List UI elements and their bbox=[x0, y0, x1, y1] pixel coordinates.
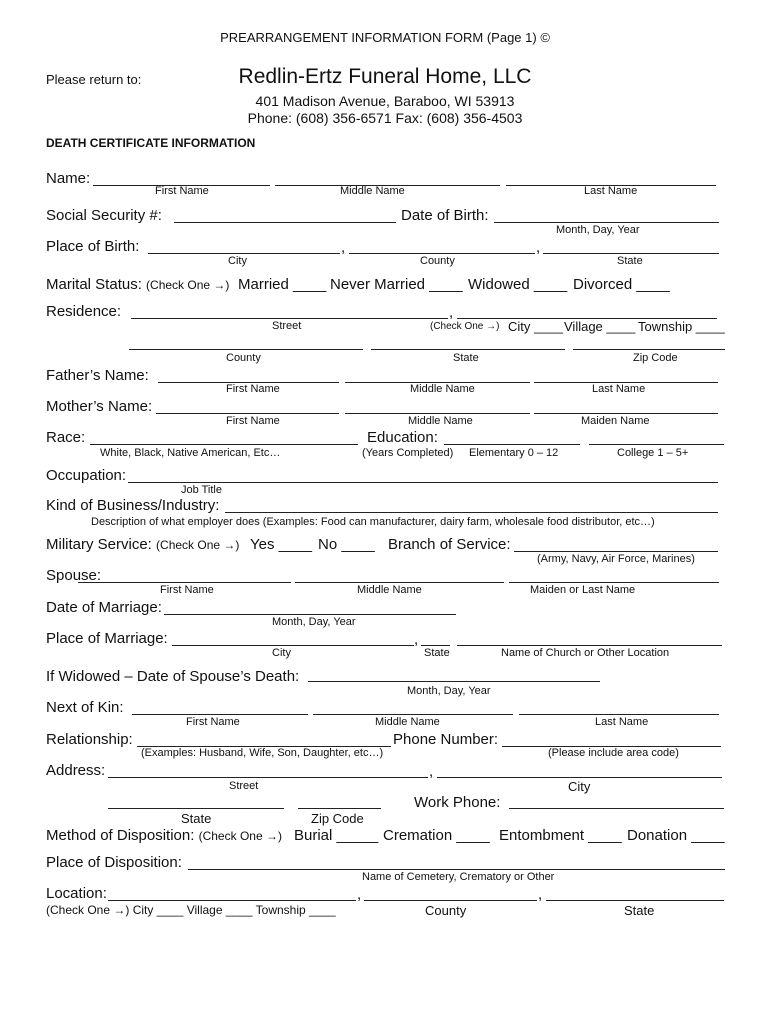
caption-street: Street bbox=[272, 320, 302, 332]
education-label: Education: bbox=[367, 429, 438, 446]
return-label: Please return to: bbox=[46, 72, 142, 87]
residence-check-one: (Check One →) bbox=[430, 321, 500, 332]
military-yes[interactable]: Yes ____ bbox=[250, 536, 313, 553]
caption-college: College 1 – 5+ bbox=[617, 447, 689, 459]
widowed-label: If Widowed – Date of Spouse’s Death: bbox=[46, 668, 300, 685]
marital-label: Marital Status: (Check One →) bbox=[46, 276, 230, 293]
comma: , bbox=[536, 239, 541, 256]
dom-label: Date of Marriage: bbox=[46, 599, 162, 616]
caption-rel-examples: (Examples: Husband, Wife, Son, Daughter, etc…) bbox=[141, 747, 384, 759]
marital-married[interactable]: Married ____ bbox=[238, 276, 327, 293]
work-phone-label: Work Phone: bbox=[414, 794, 501, 811]
business-label: Kind of Business/Industry: bbox=[46, 497, 220, 514]
comma: , bbox=[341, 239, 346, 256]
place-disposition-label: Place of Disposition: bbox=[46, 854, 182, 871]
race-label: Race: bbox=[46, 429, 86, 446]
mother-label: Mother’s Name: bbox=[46, 398, 153, 415]
caption-last-name: Last Name bbox=[595, 716, 649, 728]
caption-county: County bbox=[420, 255, 455, 267]
residence-state-field[interactable] bbox=[371, 349, 565, 350]
dob-field[interactable] bbox=[494, 222, 719, 223]
ssn-field[interactable] bbox=[174, 222, 396, 223]
residence-county-field[interactable] bbox=[129, 349, 363, 350]
comma: , bbox=[449, 304, 454, 321]
disposition-entombment[interactable]: Entombment ____ bbox=[499, 827, 622, 844]
caption-last-name: Last Name bbox=[584, 185, 638, 197]
caption-elementary: Elementary 0 – 12 bbox=[469, 447, 559, 459]
location-county-field[interactable] bbox=[364, 900, 537, 901]
branch-label: Branch of Service: bbox=[388, 536, 511, 553]
comma: , bbox=[538, 886, 543, 903]
dom-field[interactable] bbox=[164, 614, 456, 615]
caption-state: State bbox=[617, 255, 643, 267]
residence-zip-field[interactable] bbox=[573, 349, 725, 350]
address-city-field[interactable] bbox=[437, 777, 722, 778]
caption-years-completed: (Years Completed) bbox=[362, 447, 454, 459]
caption-middle-name: Middle Name bbox=[375, 716, 440, 728]
spouse-maiden-last-field[interactable] bbox=[509, 582, 719, 583]
caption-maiden-name: Maiden Name bbox=[581, 415, 650, 427]
address-state-field[interactable] bbox=[108, 808, 284, 809]
occupation-field[interactable] bbox=[128, 482, 718, 483]
caption-city: City bbox=[228, 255, 247, 267]
residence-street-field[interactable] bbox=[131, 318, 448, 319]
residence-city-option[interactable]: City ____ bbox=[508, 319, 563, 334]
caption-middle-name: Middle Name bbox=[410, 383, 475, 395]
pom-city-field[interactable] bbox=[172, 645, 414, 646]
caption-business-desc: Description of what employer does (Examples: Food can manufacturer, dairy farm, wholesale food distributor, etc…) bbox=[91, 516, 655, 528]
mother-middle-field[interactable] bbox=[345, 413, 530, 414]
caption-first-name: First Name bbox=[155, 185, 209, 197]
occupation-label: Occupation: bbox=[46, 467, 127, 484]
branch-field[interactable] bbox=[514, 551, 718, 552]
location-label: Location: bbox=[46, 885, 107, 902]
caption-county: County bbox=[425, 903, 467, 918]
kin-last-field[interactable] bbox=[519, 714, 719, 715]
caption-church: Name of Church or Other Location bbox=[501, 647, 670, 659]
phone-label: Phone Number: bbox=[393, 731, 499, 748]
education-elementary-field[interactable] bbox=[444, 444, 580, 445]
spouse-label: Spouse: bbox=[46, 567, 102, 584]
marital-never-married[interactable]: Never Married ____ bbox=[330, 276, 463, 293]
ssn-label: Social Security #: bbox=[46, 207, 162, 224]
military-label: Military Service: (Check One →) bbox=[46, 536, 240, 553]
caption-cemetery: Name of Cemetery, Crematory or Other bbox=[362, 871, 555, 883]
pob-label: Place of Birth: bbox=[46, 238, 140, 255]
caption-first-name: First Name bbox=[186, 716, 240, 728]
pom-state-field[interactable] bbox=[421, 645, 450, 646]
caption-first-name: First Name bbox=[226, 415, 280, 427]
business-field[interactable] bbox=[225, 512, 718, 513]
caption-zip: Zip Code bbox=[311, 811, 364, 826]
address-zip-field[interactable] bbox=[298, 808, 381, 809]
caption-city: City bbox=[272, 647, 291, 659]
spouse-first-field[interactable] bbox=[78, 582, 291, 583]
location-state-field[interactable] bbox=[546, 900, 724, 901]
location-options[interactable]: (Check One →) City ____ Village ____ Township ____ bbox=[46, 903, 336, 917]
work-phone-field[interactable] bbox=[509, 808, 724, 809]
caption-first-name: First Name bbox=[226, 383, 280, 395]
caption-maiden-or-last: Maiden or Last Name bbox=[530, 584, 636, 596]
disposition-donation[interactable]: Donation ____ bbox=[627, 827, 725, 844]
relationship-label: Relationship: bbox=[46, 731, 133, 748]
caption-county: County bbox=[226, 352, 261, 364]
caption-race-examples: White, Black, Native American, Etc… bbox=[100, 447, 281, 459]
pom-church-field[interactable] bbox=[457, 645, 722, 646]
marital-widowed[interactable]: Widowed ____ bbox=[468, 276, 568, 293]
disposition-burial[interactable]: Burial _____ bbox=[294, 827, 379, 844]
caption-branches: (Army, Navy, Air Force, Marines) bbox=[537, 553, 695, 565]
comma: , bbox=[357, 886, 362, 903]
mother-maiden-field[interactable] bbox=[534, 413, 718, 414]
location-city-field[interactable] bbox=[108, 900, 356, 901]
place-disposition-field[interactable] bbox=[188, 869, 725, 870]
caption-first-name: First Name bbox=[160, 584, 214, 596]
address-label: Address: bbox=[46, 762, 106, 779]
address-street-field[interactable] bbox=[108, 777, 428, 778]
comma: , bbox=[429, 763, 434, 780]
disposition-label: Method of Disposition: (Check One →) bbox=[46, 827, 282, 844]
caption-state: State bbox=[624, 903, 655, 918]
kin-label: Next of Kin: bbox=[46, 699, 124, 716]
caption-dob: Month, Day, Year bbox=[556, 224, 640, 236]
caption-last-name: Last Name bbox=[592, 383, 646, 395]
residence-village-option[interactable]: Village ____ bbox=[564, 319, 636, 334]
caption-city: City bbox=[568, 779, 591, 794]
caption-middle-name: Middle Name bbox=[408, 415, 473, 427]
caption-middle-name: Middle Name bbox=[340, 185, 405, 197]
caption-state: State bbox=[453, 352, 479, 364]
military-no[interactable]: No ____ bbox=[318, 536, 375, 553]
caption-job-title: Job Title bbox=[181, 484, 222, 496]
widowed-date-field[interactable] bbox=[308, 681, 600, 682]
pob-city-field[interactable] bbox=[148, 253, 340, 254]
disposition-cremation[interactable]: Cremation ____ bbox=[383, 827, 490, 844]
caption-widowed-date: Month, Day, Year bbox=[407, 685, 491, 697]
race-field[interactable] bbox=[90, 444, 358, 445]
dob-label: Date of Birth: bbox=[401, 207, 489, 224]
caption-state: State bbox=[424, 647, 450, 659]
caption-area-code: (Please include area code) bbox=[548, 747, 679, 759]
spouse-middle-field[interactable] bbox=[295, 582, 504, 583]
kin-middle-field[interactable] bbox=[313, 714, 513, 715]
caption-dom: Month, Day, Year bbox=[272, 616, 356, 628]
father-label: Father’s Name: bbox=[46, 367, 149, 384]
marital-divorced[interactable]: Divorced ____ bbox=[573, 276, 670, 293]
pob-state-field[interactable] bbox=[543, 253, 719, 254]
pom-label: Place of Marriage: bbox=[46, 630, 168, 647]
caption-middle-name: Middle Name bbox=[357, 584, 422, 596]
residence-label: Residence: bbox=[46, 303, 122, 320]
caption-state: State bbox=[181, 811, 212, 826]
name-label: Name: bbox=[46, 170, 91, 187]
caption-zip: Zip Code bbox=[633, 352, 678, 364]
caption-street: Street bbox=[229, 780, 259, 792]
section-title: DEATH CERTIFICATE INFORMATION bbox=[46, 136, 256, 150]
comma: , bbox=[414, 631, 419, 648]
kin-first-field[interactable] bbox=[132, 714, 308, 715]
residence-township-option[interactable]: Township ____ bbox=[638, 319, 725, 334]
pob-county-field[interactable] bbox=[349, 253, 535, 254]
mother-first-field[interactable] bbox=[156, 413, 339, 414]
education-college-field[interactable] bbox=[589, 444, 724, 445]
